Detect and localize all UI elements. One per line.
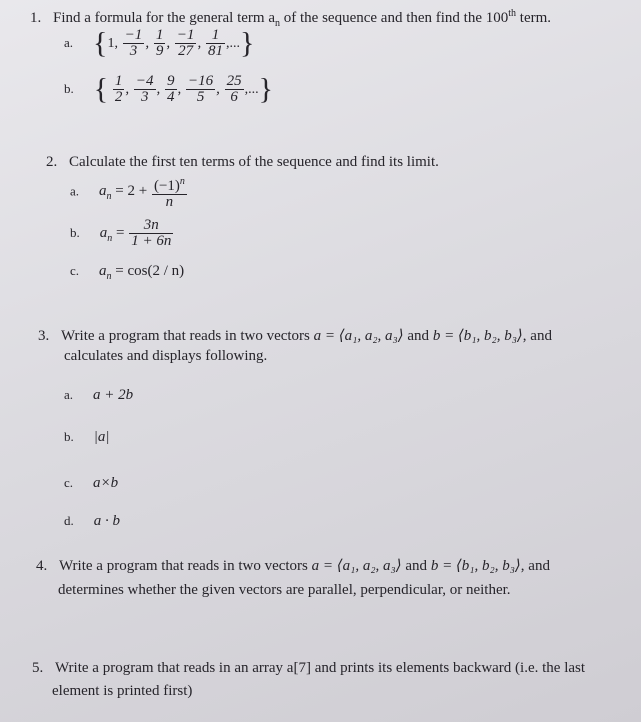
question-3 [38,326,552,345]
fraction [154,28,166,59]
left-brace: { [93,26,108,60]
denominator: 81 [207,43,223,59]
question-text: Calculate the first ten terms of the sequence and find its limit. [69,154,439,170]
denominator: 27 [178,43,194,59]
question-3c [64,474,118,492]
sub-label: a. [64,387,74,402]
denominator: 5 [196,89,205,105]
right-brace: } [239,26,255,60]
fraction [152,174,187,210]
question-3b [64,428,110,446]
conjunction: and [401,558,431,574]
sub-label: c. [64,475,74,490]
expression: a×b [93,475,119,491]
numerator: 9 [167,73,175,89]
sub-label: b. [64,429,74,444]
denominator: 3 [140,89,149,105]
question-2b [70,218,174,249]
fraction [129,218,173,249]
question-number: 5. [32,660,44,676]
vector-b: b = ⟨b₁, b₂, b₃⟩ [432,328,523,344]
right-brace: } [258,72,274,106]
rhs: = cos(2 / n) [111,263,185,279]
question-text: Find a formula for the general term a [53,10,275,26]
vector-b: b = ⟨b₁, b₂, b₃⟩ [430,558,521,574]
subscript: n [275,18,280,29]
conjunction: and [403,328,433,344]
question-3-line2 [64,348,267,365]
question-3d [64,512,120,530]
lhs: a [99,183,107,200]
numerator: −16 [188,73,214,89]
formula-2b [99,217,175,249]
equals: = 2 + [111,183,151,200]
expression: |a| [93,429,110,445]
denominator: 6 [230,89,238,105]
formula-2a [99,176,188,210]
question-4-line2 [58,582,511,599]
numerator: 25 [226,73,242,89]
lhs: a [99,263,107,279]
question-number: 2. [46,154,58,170]
numerator: 1 [206,28,225,44]
numerator: −1 [124,27,143,43]
expression: a · b [93,513,120,529]
question-text: calculates and displays following. [64,348,268,364]
numerator [152,174,187,195]
sub-label: b. [64,80,74,96]
denominator: 3 [129,43,138,59]
question-number: 3. [38,328,50,344]
expression: a + 2b [93,387,134,403]
question-text-end: term. [516,10,552,26]
fraction [134,74,156,105]
fraction [165,74,177,105]
question-text-end: , and [522,328,552,344]
question-number: 4. [36,558,48,574]
question-5-line2 [52,683,192,700]
fraction [206,28,225,59]
seq-tail: ,... [244,81,259,97]
seq-tail: ,... [225,35,240,51]
subscript: n [106,271,112,282]
fraction [123,28,145,59]
denominator: 2 [114,89,123,105]
left-brace: { [93,72,109,106]
denominator: n [165,194,174,210]
question-2 [46,154,439,171]
question-text: determines whether the given vectors are parallel, perpendicular, or neither. [58,582,511,598]
fraction [113,74,125,105]
question-1a [64,28,254,59]
fraction [186,74,215,105]
formula-2c [99,263,185,282]
fraction [175,28,197,59]
lhs: a [99,224,108,241]
question-3a [64,386,133,404]
sub-label: a. [64,34,74,50]
question-text: Write a program that reads in an array a[7] and prints its elements backward (i.e. the last [55,660,586,676]
sequence-1a: {1, $\frac{-1}{3}$ , $\frac{1}{9}$ , $\frac{-1}{27}$ , $\frac{1}{81}$ ,...} [93,26,255,60]
seq-lead: 1, [107,35,118,51]
question-5 [32,660,585,677]
sub-label: b. [70,224,80,240]
vector-a: a = ⟨a₁, a₂, a₃⟩ [311,558,402,574]
question-text: element is printed first) [52,683,193,699]
question-2c [70,262,184,282]
question-2a [70,174,188,210]
question-text-end: , and [520,558,550,574]
question-text: Write a program that reads in two vectors [61,328,314,344]
numerator: 3n [129,218,173,234]
fraction [225,74,244,105]
equals: = [112,224,129,241]
sub-label: d. [64,513,74,528]
question-text-cont: of the sequence and then find the 100 [280,10,509,26]
question-4 [36,556,550,575]
sub-label: c. [70,263,80,278]
question-1b [64,74,273,105]
numerator: 1 [114,73,123,89]
vector-a: a = ⟨a₁, a₂, a₃⟩ [313,328,404,344]
denominator: 4 [167,89,175,105]
numerator-exponent: n [179,176,185,187]
subscript: n [107,232,113,244]
question-text: Write a program that reads in two vectors [59,558,312,574]
sub-label: a. [70,183,80,199]
denominator: 1 + 6n [131,233,172,249]
numerator: −1 [176,27,195,43]
question-number: 1. [30,10,42,26]
numerator: 1 [155,27,164,43]
superscript: th [508,8,517,19]
numerator-base: (−1) [153,178,180,194]
sequence-1b: { $\frac{1}{2}$ , $\frac{-4}{3}$ , $\frac{9}{4}$ , $\frac{-16}{5}$ , $\frac{25}{6}$ ,...} [93,72,274,106]
subscript: n [106,191,112,203]
denominator: 9 [155,43,164,59]
numerator: −4 [135,73,154,89]
question-1 [30,8,551,29]
